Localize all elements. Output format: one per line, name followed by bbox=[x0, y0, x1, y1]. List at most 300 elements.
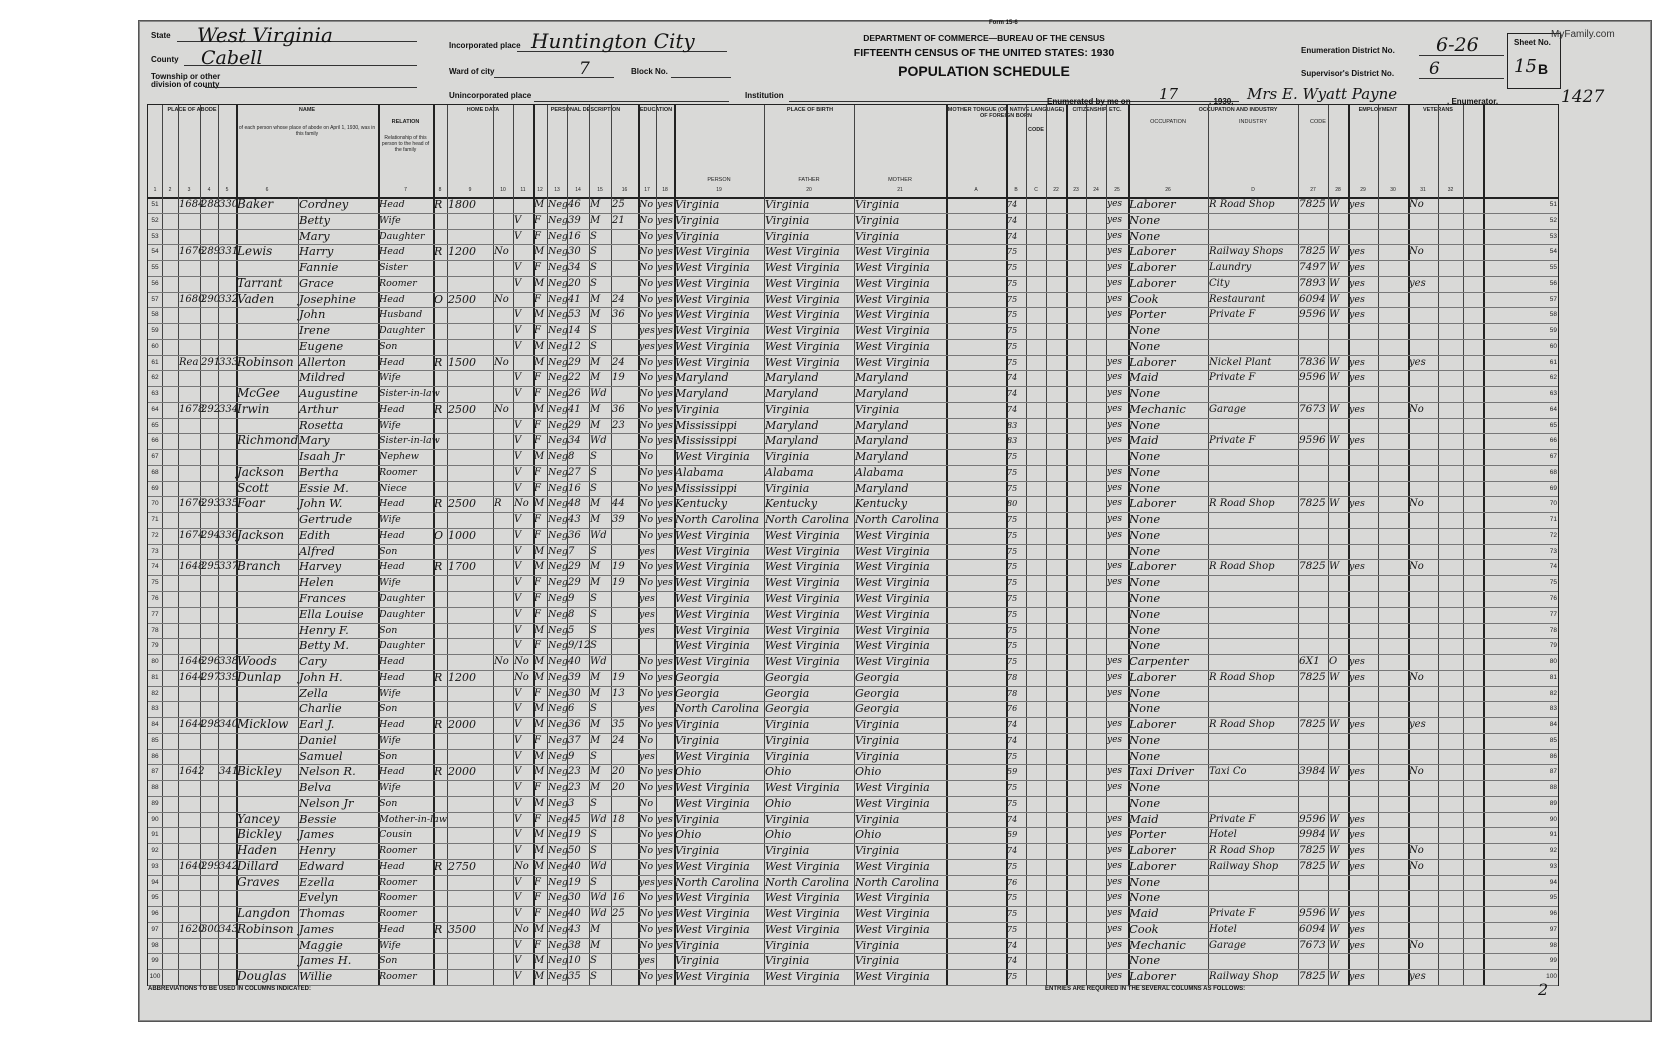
cell-hn: 1648 bbox=[179, 561, 205, 573]
cell-mpob: West Virginia bbox=[855, 781, 930, 795]
cell-fpob: Virginia bbox=[765, 733, 810, 747]
cell-ocode: 7825 bbox=[1299, 970, 1326, 983]
cell-ln: 75 bbox=[151, 579, 159, 587]
cell-read: yes bbox=[657, 293, 673, 305]
cell-ln: 85 bbox=[151, 736, 159, 744]
cell-ind: R Road Shop bbox=[1209, 199, 1275, 210]
table-row bbox=[148, 843, 1558, 860]
group-mother-tongue: MOTHER TONGUE (OR NATIVE LANGUAGE) OF FOREIGN BORN bbox=[947, 107, 1065, 119]
cell-sex: F bbox=[534, 214, 541, 226]
supervisor-district-value: 6 bbox=[1429, 59, 1440, 79]
cell-eng: yes bbox=[1107, 214, 1123, 225]
cell-cw: W bbox=[1329, 561, 1340, 573]
enumerated-day: 17 bbox=[1159, 85, 1179, 103]
subhead-industry: INDUSTRY bbox=[1238, 119, 1267, 125]
cell-line-number-right: 51 bbox=[1549, 201, 1557, 208]
table-row bbox=[148, 906, 1558, 923]
cell-ln: 82 bbox=[151, 689, 159, 697]
cell-occ: Mechanic bbox=[1129, 937, 1186, 952]
cell-rel: Son bbox=[379, 797, 398, 809]
cell-code: 75 bbox=[1007, 861, 1018, 871]
cell-radio: No bbox=[494, 356, 509, 368]
cell-occ: None bbox=[1129, 386, 1161, 401]
cell-age: 6 bbox=[568, 703, 575, 715]
cell-mar: S bbox=[590, 246, 597, 258]
cell-cw: W bbox=[1329, 923, 1340, 935]
cell-dw: 296 bbox=[201, 656, 221, 668]
footer bbox=[0, 980, 1549, 1000]
cell-occ: None bbox=[1129, 638, 1161, 653]
cell-farm: No bbox=[514, 923, 529, 935]
cell-hn: 1646 bbox=[179, 656, 205, 668]
cell-surname: Tarrant bbox=[237, 275, 283, 290]
cell-sex: F bbox=[534, 325, 541, 337]
cell-dw: 291 bbox=[201, 356, 221, 368]
cell-race: Neg bbox=[548, 750, 569, 762]
cell-pob: West Virginia bbox=[675, 859, 750, 873]
table-row bbox=[148, 591, 1558, 608]
cell-sch: No bbox=[639, 214, 654, 226]
cell-occ: Carpenter bbox=[1129, 654, 1189, 669]
cell-surname: Richmond bbox=[237, 433, 299, 448]
cell-sch: No bbox=[639, 419, 654, 431]
cell-rel: Wife bbox=[379, 419, 401, 431]
table-row bbox=[148, 512, 1558, 529]
cell-line-number-right: 92 bbox=[1549, 847, 1557, 855]
cell-given: Ezella bbox=[299, 874, 335, 889]
cell-emp: yes bbox=[1349, 293, 1365, 305]
cell-sch: No bbox=[639, 482, 654, 494]
table-row bbox=[148, 370, 1558, 387]
supervisor-district-label: Supervisor's District No. bbox=[1301, 69, 1395, 78]
table-row bbox=[148, 733, 1558, 750]
cell-mpob: Georgia bbox=[855, 686, 900, 700]
cell-ln: 92 bbox=[151, 847, 159, 855]
cell-read: yes bbox=[657, 939, 673, 951]
cell-ind: Garage bbox=[1209, 939, 1247, 951]
cell-occ: None bbox=[1129, 622, 1161, 637]
cell-rel: Wife bbox=[379, 939, 401, 951]
cell-age: 9 bbox=[568, 750, 575, 762]
cell-farm: V bbox=[514, 435, 522, 447]
cell-emp: yes bbox=[1349, 309, 1365, 321]
cell-mpob: North Carolina bbox=[855, 513, 940, 527]
cell-eng: yes bbox=[1107, 813, 1123, 824]
cell-ind: Taxi Co bbox=[1209, 766, 1247, 778]
cell-race: Neg bbox=[548, 277, 569, 289]
table-body bbox=[148, 197, 1558, 985]
cell-pob: West Virginia bbox=[675, 623, 750, 637]
cell-age: 40 bbox=[568, 860, 581, 872]
township-label: Township or other division of county bbox=[151, 72, 221, 89]
cell-line-number-right: 52 bbox=[1549, 216, 1557, 224]
cell-fpob: Ohio bbox=[765, 828, 792, 842]
cell-race: Neg bbox=[548, 529, 569, 541]
cell-pob: North Carolina bbox=[675, 513, 760, 527]
ward-value: 7 bbox=[579, 59, 590, 79]
cell-sex: M bbox=[534, 860, 545, 872]
cell-tenure: R bbox=[434, 402, 443, 416]
cell-mar: M bbox=[590, 514, 601, 526]
cell-read: yes bbox=[657, 923, 673, 935]
cell-race: Neg bbox=[548, 671, 569, 683]
cell-read: yes bbox=[657, 435, 673, 447]
cell-vet: yes bbox=[1409, 971, 1426, 983]
cell-ln: 76 bbox=[151, 595, 159, 602]
cell-fpob: Virginia bbox=[765, 402, 810, 416]
cell-ocode: 7825 bbox=[1299, 718, 1326, 731]
cell-ln: 83 bbox=[151, 705, 159, 713]
cell-fpob: Kentucky bbox=[765, 497, 818, 511]
cell-rel: Cousin bbox=[379, 829, 413, 841]
cell-code: 78 bbox=[1007, 672, 1018, 682]
group-veterans: VETERANS bbox=[1423, 107, 1453, 113]
cell-fpob: West Virginia bbox=[765, 655, 840, 669]
cell-line-number-right: 87 bbox=[1549, 768, 1557, 776]
cell-eng: yes bbox=[1107, 466, 1123, 477]
cell-surname: Micklow bbox=[237, 717, 289, 732]
cell-age: 5 bbox=[568, 624, 575, 636]
block-label: Block No. bbox=[631, 67, 668, 76]
cell-mpob: West Virginia bbox=[855, 796, 930, 810]
cell-line-number-right: 86 bbox=[1549, 752, 1557, 760]
cell-sch: yes bbox=[639, 545, 655, 557]
cell-farm: V bbox=[514, 955, 522, 967]
column-number: B bbox=[1014, 187, 1018, 193]
cell-agm: 24 bbox=[612, 734, 625, 746]
cell-pob: Virginia bbox=[675, 733, 720, 747]
table-row bbox=[148, 355, 1558, 372]
cell-age: 45 bbox=[568, 813, 581, 825]
cell-ocode: 7836 bbox=[1299, 355, 1326, 368]
cell-pob: West Virginia bbox=[675, 261, 750, 275]
cell-ocode: 9596 bbox=[1299, 308, 1326, 321]
cell-code: 75 bbox=[1007, 578, 1018, 588]
group-employment: EMPLOYMENT bbox=[1358, 107, 1398, 113]
cell-read: yes bbox=[657, 372, 673, 384]
cell-age: 36 bbox=[568, 719, 581, 731]
cell-age: 40 bbox=[568, 656, 581, 668]
cell-fpob: West Virginia bbox=[765, 560, 840, 574]
cell-code: 75 bbox=[1007, 341, 1018, 351]
cell-fpob: Ohio bbox=[765, 796, 792, 810]
cell-rel: Head bbox=[379, 656, 405, 668]
cell-fpob: West Virginia bbox=[765, 639, 840, 653]
cell-ln: 51 bbox=[151, 201, 159, 208]
cell-sch: No bbox=[639, 892, 654, 904]
table-row bbox=[148, 701, 1558, 718]
cell-age: 40 bbox=[568, 908, 581, 920]
cell-sex: M bbox=[534, 403, 545, 415]
cell-race: Neg bbox=[548, 624, 569, 636]
cell-emp: yes bbox=[1349, 908, 1365, 920]
corner-mark: 2 bbox=[1538, 980, 1549, 999]
cell-rel: Mother-in-law bbox=[379, 813, 447, 825]
table-row bbox=[148, 339, 1558, 356]
cell-hn: 1684 bbox=[179, 199, 205, 210]
cell-given: Henry bbox=[299, 843, 336, 858]
cell-occ: None bbox=[1129, 527, 1161, 542]
cell-fpob: Virginia bbox=[765, 198, 810, 211]
cell-given: Harvey bbox=[299, 559, 342, 574]
cell-code: 74 bbox=[1007, 404, 1018, 414]
cell-mar: M bbox=[590, 577, 601, 589]
cell-pob: North Carolina bbox=[675, 702, 760, 716]
cell-ind: Railway Shops bbox=[1209, 246, 1284, 258]
cell-occ: Porter bbox=[1129, 827, 1166, 842]
cell-rel: Sister-in-law bbox=[379, 388, 440, 400]
cell-mpob: Virginia bbox=[855, 749, 900, 763]
cell-mpob: West Virginia bbox=[855, 544, 930, 558]
cell-ln: 59 bbox=[151, 327, 159, 335]
cell-code: 74 bbox=[1007, 735, 1018, 745]
cell-sch: No bbox=[639, 262, 654, 274]
cell-occ: None bbox=[1129, 701, 1161, 716]
cell-line-number-right: 100 bbox=[1546, 973, 1557, 981]
cell-sch: No bbox=[639, 939, 654, 951]
cell-sex: M bbox=[534, 277, 545, 289]
cell-age: 37 bbox=[568, 734, 581, 746]
cell-mar: S bbox=[590, 703, 597, 715]
cell-ln: 60 bbox=[151, 342, 159, 350]
cell-pob: West Virginia bbox=[675, 576, 750, 590]
cell-occ: None bbox=[1129, 512, 1161, 527]
cell-given: Allerton bbox=[299, 354, 346, 369]
cell-occ: Maid bbox=[1129, 433, 1159, 448]
group-personal-description: PERSONAL DESCRIPTION bbox=[550, 107, 621, 113]
cell-ln: 52 bbox=[151, 216, 159, 224]
cell-hn: 1644 bbox=[179, 671, 205, 683]
column-number: 26 bbox=[1165, 187, 1171, 193]
cell-fpob: West Virginia bbox=[765, 891, 840, 905]
cell-mar: S bbox=[590, 845, 597, 857]
cell-age: 20 bbox=[568, 277, 581, 289]
cell-agm: 18 bbox=[612, 813, 625, 825]
cell-age: 23 bbox=[568, 766, 581, 778]
cell-emp: yes bbox=[1349, 498, 1365, 510]
cell-occ: Mechanic bbox=[1129, 401, 1186, 416]
cell-agm: 39 bbox=[612, 514, 625, 526]
cell-sch: No bbox=[639, 782, 654, 794]
cell-line-number-right: 54 bbox=[1549, 248, 1557, 256]
cell-mpob: Alabama bbox=[855, 465, 904, 479]
table-row bbox=[148, 654, 1558, 671]
cell-race: Neg bbox=[548, 545, 569, 557]
cell-sch: No bbox=[639, 356, 654, 368]
cell-ln: 80 bbox=[151, 658, 159, 666]
cell-code: 75 bbox=[1007, 909, 1018, 919]
cell-mar: M bbox=[590, 719, 601, 731]
table-row bbox=[148, 686, 1558, 703]
cell-rel: Daughter bbox=[379, 593, 425, 604]
cell-hn: 1640 bbox=[179, 860, 205, 872]
cell-occ: Cook bbox=[1129, 291, 1159, 306]
cell-mpob: West Virginia bbox=[855, 859, 930, 873]
cell-race: Neg bbox=[548, 955, 569, 967]
cell-cw: W bbox=[1329, 498, 1340, 510]
cell-mar: S bbox=[590, 797, 597, 809]
cell-mar: S bbox=[590, 829, 597, 841]
cell-rel: Wife bbox=[379, 372, 401, 384]
cell-farm: V bbox=[514, 482, 522, 494]
cell-mar: M bbox=[590, 419, 601, 431]
cell-pob: Virginia bbox=[675, 402, 720, 416]
cell-cw: W bbox=[1329, 971, 1340, 983]
cell-sch: yes bbox=[639, 876, 655, 888]
cell-sex: M bbox=[534, 671, 545, 683]
cell-ln: 53 bbox=[151, 232, 159, 240]
cell-sch: No bbox=[639, 498, 654, 510]
cell-occ: Laborer bbox=[1129, 717, 1176, 732]
cell-age: 8 bbox=[568, 608, 575, 620]
incorporated-value: Huntington City bbox=[531, 29, 695, 53]
cell-race: Neg bbox=[548, 466, 569, 478]
cell-ocode: 3984 bbox=[1299, 765, 1326, 778]
cell-rel: Head bbox=[379, 356, 405, 368]
cell-rel: Head bbox=[379, 561, 405, 573]
cell-occ: None bbox=[1129, 480, 1161, 495]
cell-given: Henry F. bbox=[299, 622, 349, 637]
cell-code: 78 bbox=[1007, 688, 1018, 698]
cell-pob: Maryland bbox=[675, 371, 729, 385]
cell-sex: M bbox=[534, 829, 545, 841]
cell-ind: Private F bbox=[1209, 372, 1256, 384]
table-row bbox=[148, 922, 1558, 939]
cell-farm: V bbox=[514, 782, 522, 794]
cell-farm: V bbox=[514, 340, 522, 352]
cell-farm: No bbox=[514, 656, 529, 668]
cell-pob: West Virginia bbox=[675, 324, 750, 338]
cell-emp: yes bbox=[1349, 671, 1365, 683]
subhead-occupation: OCCUPATION bbox=[1150, 119, 1186, 125]
cell-ocode: 9596 bbox=[1299, 907, 1326, 920]
cell-val: 3500 bbox=[448, 922, 476, 936]
cell-sch: No bbox=[639, 309, 654, 321]
cell-pob: West Virginia bbox=[675, 781, 750, 795]
cell-pob: Mississippi bbox=[675, 418, 737, 432]
cell-race: Neg bbox=[548, 262, 569, 274]
cell-sex: M bbox=[534, 356, 545, 368]
cell-read: yes bbox=[657, 529, 673, 541]
cell-rel: Niece bbox=[379, 482, 407, 494]
cell-eng: yes bbox=[1107, 892, 1123, 903]
cell-code: 83 bbox=[1007, 436, 1018, 446]
cell-rel: Roomer bbox=[379, 277, 417, 289]
cell-vet: No bbox=[1409, 766, 1424, 778]
cell-farm: V bbox=[514, 876, 522, 888]
cell-race: Neg bbox=[548, 593, 569, 604]
cell-rel: Head bbox=[379, 719, 405, 731]
cell-mar: Wd bbox=[590, 529, 607, 541]
cell-ocode: 7673 bbox=[1299, 402, 1326, 415]
cell-pob: West Virginia bbox=[675, 639, 750, 653]
table-row bbox=[148, 386, 1558, 403]
cell-surname: Irwin bbox=[237, 401, 270, 416]
census-title: FIFTEENTH CENSUS OF THE UNITED STATES: 1930 bbox=[853, 47, 1115, 59]
cell-age: 50 bbox=[568, 845, 581, 857]
cell-occ: None bbox=[1129, 685, 1161, 700]
cell-val: 1200 bbox=[448, 670, 476, 684]
cell-fpob: Maryland bbox=[765, 387, 819, 401]
cell-line-number-right: 84 bbox=[1549, 721, 1557, 729]
cell-age: 27 bbox=[568, 466, 581, 478]
cell-tenure: R bbox=[434, 670, 443, 684]
department-title: DEPARTMENT OF COMMERCE—BUREAU OF THE CENSUS bbox=[863, 33, 1105, 43]
cell-sex: F bbox=[534, 419, 541, 431]
cell-val: 1200 bbox=[448, 245, 476, 259]
cell-line-number-right: 88 bbox=[1549, 784, 1557, 792]
column-number: 9 bbox=[468, 187, 472, 193]
cell-mpob: Georgia bbox=[855, 670, 900, 684]
cell-fpob: West Virginia bbox=[765, 922, 840, 936]
column-number: 24 bbox=[1093, 187, 1099, 193]
cell-rel: Sister bbox=[379, 262, 408, 274]
cell-code: 75 bbox=[1007, 641, 1018, 651]
cell-farm: V bbox=[514, 372, 522, 384]
table-row bbox=[148, 449, 1558, 466]
cell-cw: W bbox=[1329, 845, 1340, 857]
cell-emp: yes bbox=[1349, 372, 1365, 384]
cell-farm: V bbox=[514, 766, 522, 778]
cell-farm: V bbox=[514, 734, 522, 746]
state-value: West Virginia bbox=[197, 23, 333, 47]
table-row bbox=[148, 953, 1558, 970]
cell-code: 75 bbox=[1007, 278, 1018, 288]
cell-pob: West Virginia bbox=[675, 970, 750, 984]
cell-emp: yes bbox=[1349, 766, 1365, 778]
cell-farm: V bbox=[514, 277, 522, 289]
cell-sex: F bbox=[534, 372, 541, 384]
cell-ocode: 6094 bbox=[1299, 922, 1326, 935]
cell-ocode: 6094 bbox=[1299, 292, 1326, 305]
cell-ind: Laundry bbox=[1209, 262, 1252, 274]
cell-agm: 35 bbox=[612, 719, 625, 731]
cell-pob: Virginia bbox=[675, 954, 720, 968]
cell-age: 39 bbox=[568, 671, 581, 683]
cell-line-number-right: 94 bbox=[1549, 878, 1557, 886]
cell-dw: 300 bbox=[201, 923, 221, 935]
cell-line-number-right: 58 bbox=[1549, 311, 1557, 319]
cell-radio: No bbox=[494, 246, 509, 258]
cell-fpob: North Carolina bbox=[765, 875, 850, 889]
cell-sch: No bbox=[639, 514, 654, 526]
cell-ln: 90 bbox=[151, 815, 159, 823]
cell-given: Alfred bbox=[299, 543, 335, 558]
cell-mpob: West Virginia bbox=[855, 907, 930, 921]
cell-line-number-right: 75 bbox=[1549, 579, 1557, 587]
cell-pob: Mississippi bbox=[675, 434, 737, 448]
cell-fpob: Georgia bbox=[765, 686, 810, 700]
cell-occ: Laborer bbox=[1129, 843, 1176, 858]
cell-occ: None bbox=[1129, 575, 1161, 590]
cell-pob: West Virginia bbox=[675, 655, 750, 669]
cell-mpob: West Virginia bbox=[855, 308, 930, 322]
cell-eng: yes bbox=[1107, 356, 1123, 367]
cell-farm: V bbox=[514, 593, 522, 604]
cell-given: John bbox=[299, 307, 326, 322]
table-row bbox=[148, 213, 1558, 230]
cell-line-number-right: 90 bbox=[1549, 815, 1557, 823]
column-number: 4 bbox=[207, 187, 211, 193]
cell-ln: 63 bbox=[151, 390, 159, 398]
cell-mpob: West Virginia bbox=[855, 528, 930, 542]
cell-given: Josephine bbox=[299, 291, 356, 306]
cell-farm: V bbox=[514, 908, 522, 920]
cell-mpob: North Carolina bbox=[855, 875, 940, 889]
cell-farm: V bbox=[514, 388, 522, 400]
cell-fpob: West Virginia bbox=[765, 308, 840, 322]
name-description: of each person whose place of abode on April 1, 1930, was in this family bbox=[238, 125, 376, 137]
